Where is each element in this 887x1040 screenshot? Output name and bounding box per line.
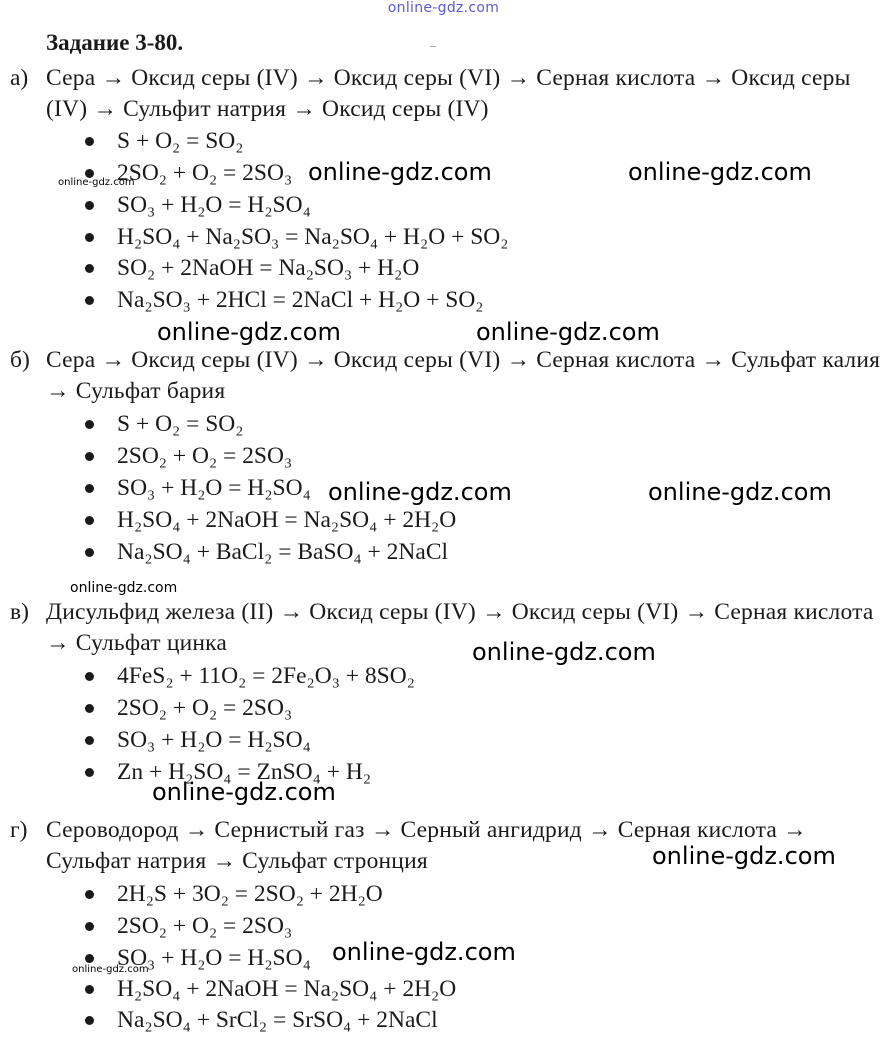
task-c-label: в) — [10, 599, 29, 625]
task-d-equation-4: H₂SO₄ + 2NaOH = Na₂SO₄ + 2H₂O — [117, 976, 457, 1002]
bullet-icon — [85, 420, 94, 429]
bullet-icon — [85, 954, 94, 963]
task-a-equation-2: 2SO₂ + O₂ = 2SO₃ — [117, 160, 293, 186]
top-watermark: online-gdz.com — [387, 0, 500, 16]
watermark: online-gdz.com — [152, 778, 336, 806]
watermark: online-gdz.com — [652, 842, 836, 870]
task-a-equation-3: SO₃ + H₂O = H₂SO₄ — [117, 192, 311, 218]
watermark: online-gdz.com — [476, 318, 660, 346]
bullet-icon — [85, 672, 94, 681]
bullet-icon — [85, 484, 94, 493]
task-b-equation-2: 2SO₂ + O₂ = 2SO₃ — [117, 443, 293, 469]
divider — [430, 46, 436, 47]
watermark: online-gdz.com — [157, 318, 341, 346]
bullet-icon — [85, 704, 94, 713]
task-c-equation-2: 2SO₂ + O₂ = 2SO₃ — [117, 695, 293, 721]
watermark: online-gdz.com — [472, 638, 656, 666]
bullet-icon — [85, 452, 94, 461]
task-b-equation-4: H₂SO₄ + 2NaOH = Na₂SO₄ + 2H₂O — [117, 507, 457, 533]
bullet-icon — [85, 296, 94, 305]
task-c-equation-3: SO₃ + H₂O = H₂SO₄ — [117, 727, 311, 753]
bullet-icon — [85, 768, 94, 777]
task-c-chain: Дисульфид железа (II) → Оксид серы (IV) → Оксид серы (VI) → Серная кислота → Сульфат цинка — [46, 599, 874, 656]
bullet-icon — [85, 890, 94, 899]
task-b-label: б) — [10, 347, 30, 373]
bullet-icon — [85, 548, 94, 557]
task-b-equation-1: S + O₂ = SO₂ — [117, 411, 244, 437]
task-d-equation-3: SO₃ + H₂O = H₂SO₄ — [117, 945, 311, 971]
watermark: online-gdz.com — [628, 158, 812, 186]
bullet-icon — [85, 985, 94, 994]
task-c-equation-1: 4FeS₂ + 11O₂ = 2Fe₂O₃ + 8SO₂ — [117, 663, 415, 689]
bullet-icon — [85, 137, 94, 146]
watermark: online-gdz.com — [648, 478, 832, 506]
watermark: online-gdz.com — [328, 478, 512, 506]
task-a-equation-5: SO₂ + 2NaOH = Na₂SO₃ + H₂O — [117, 255, 420, 281]
watermark: online-gdz.com — [308, 158, 492, 186]
task-d-equation-1: 2H₂S + 3O₂ = 2SO₂ + 2H₂O — [117, 881, 383, 907]
bullet-icon — [85, 233, 94, 242]
bullet-icon — [85, 1016, 94, 1025]
task-a-equation-4: H₂SO₄ + Na₂SO₃ = Na₂SO₄ + H₂O + SO₂ — [117, 224, 509, 250]
task-d-label: г) — [10, 817, 28, 843]
task-a-equation-6: Na₂SO₃ + 2HCl = 2NaCl + H₂O + SO₂ — [117, 287, 484, 313]
task-b-chain: Сера → Оксид серы (IV) → Оксид серы (VI) → Серная кислота → Сульфат калия → Сульфат бария — [46, 347, 881, 404]
bullet-icon — [85, 516, 94, 525]
task-title: Задание 3-80. — [46, 30, 184, 55]
bullet-icon — [85, 201, 94, 210]
task-a-chain: Сера → Оксид серы (IV) → Оксид серы (VI) → Серная кислота → Оксид серы (IV) → Сульфит натрия → Оксид серы (IV) — [46, 65, 851, 122]
task-b-equation-5: Na₂SO₄ + BaCl₂ = BaSO₄ + 2NaCl — [117, 539, 449, 565]
task-b-equation-3: SO₃ + H₂O = H₂SO₄ — [117, 475, 311, 501]
task-a-label: а) — [10, 65, 29, 91]
bullet-icon — [85, 922, 94, 931]
watermark-small: online-gdz.com — [70, 580, 178, 596]
watermark: online-gdz.com — [332, 938, 516, 966]
task-d-equation-5: Na₂SO₄ + SrCl₂ = SrSO₄ + 2NaCl — [117, 1007, 438, 1033]
bullet-icon — [85, 264, 94, 273]
task-a-equation-1: S + O₂ = SO₂ — [117, 128, 244, 154]
task-d-chain: Сероводород → Сернистый газ → Серный ангидрид → Серная кислота → Сульфат натрия → Сульфат стронция — [46, 817, 807, 874]
watermark-small: online-gdz.com — [58, 177, 135, 188]
watermark-small: online-gdz.com — [72, 964, 149, 975]
bullet-icon — [85, 736, 94, 745]
task-c-equation-4: Zn + H₂SO₄ = ZnSO₄ + H₂ — [117, 759, 372, 785]
task-d-equation-2: 2SO₂ + O₂ = 2SO₃ — [117, 913, 293, 939]
